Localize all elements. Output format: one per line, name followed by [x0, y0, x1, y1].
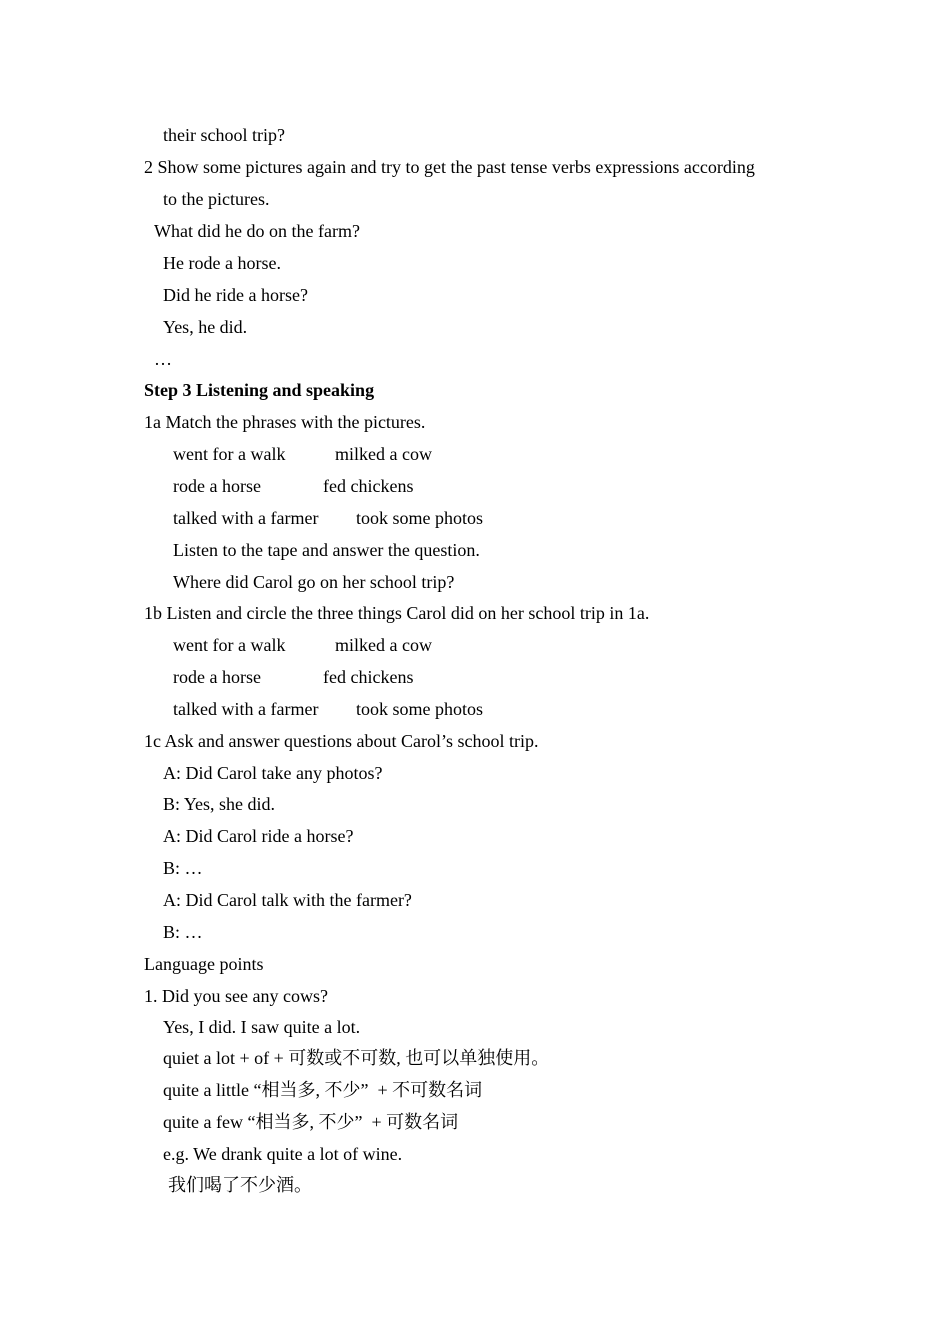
- text-line: 1c Ask and answer questions about Carol’s school trip.: [144, 731, 539, 751]
- text-line: What did he do on the farm?: [154, 221, 360, 241]
- phrase-item: talked with a farmer: [173, 699, 319, 719]
- text-line: He rode a horse.: [163, 253, 281, 273]
- text-line: quiet a lot + of + 可数或不可数, 也可以单独使用。: [163, 1048, 550, 1068]
- phrase-item: fed chickens: [323, 476, 414, 496]
- text-line: quite a little “相当多, 不少” + 不可数名词: [163, 1080, 483, 1100]
- text-line: e.g. We drank quite a lot of wine.: [163, 1144, 403, 1164]
- text-line: Listen to the tape and answer the question.: [173, 540, 480, 560]
- dialogue-line: A: Did Carol ride a horse?: [163, 826, 354, 846]
- phrase-item: fed chickens: [323, 667, 414, 687]
- text-line: 1a Match the phrases with the pictures.: [144, 412, 426, 432]
- phrase-item: milked a cow: [335, 444, 432, 464]
- phrase-item: talked with a farmer: [173, 508, 319, 528]
- dialogue-line: B: …: [163, 858, 203, 878]
- dialogue-line: B: Yes, she did.: [163, 794, 276, 814]
- text-line: Where did Carol go on her school trip?: [173, 572, 455, 592]
- text-line: 1b Listen and circle the three things Carol did on her school trip in 1a.: [144, 603, 650, 623]
- text-line: Did he ride a horse?: [163, 285, 308, 305]
- text-line: …: [154, 349, 172, 369]
- dialogue-line: A: Did Carol talk with the farmer?: [163, 890, 412, 910]
- section-heading: Step 3 Listening and speaking: [144, 380, 375, 400]
- text-line: quite a few “相当多, 不少” + 可数名词: [163, 1112, 459, 1132]
- phrase-item: took some photos: [356, 508, 484, 528]
- phrase-item: rode a horse: [173, 667, 261, 687]
- text-line: Yes, he did.: [163, 317, 248, 337]
- text-line: Yes, I did. I saw quite a lot.: [163, 1017, 361, 1037]
- phrase-item: rode a horse: [173, 476, 261, 496]
- text-line: to the pictures.: [163, 189, 270, 209]
- text-line: Language points: [144, 954, 264, 974]
- phrase-item: took some photos: [356, 699, 484, 719]
- phrase-item: went for a walk: [173, 444, 286, 464]
- text-line: 1. Did you see any cows?: [144, 986, 328, 1006]
- text-line: 2 Show some pictures again and try to get the past tense verbs expressions according: [144, 157, 755, 177]
- text-line: their school trip?: [163, 125, 285, 145]
- dialogue-line: B: …: [163, 922, 203, 942]
- phrase-item: milked a cow: [335, 635, 432, 655]
- dialogue-line: A: Did Carol take any photos?: [163, 763, 383, 783]
- phrase-item: went for a walk: [173, 635, 286, 655]
- text-line: 我们喝了不少酒。: [168, 1175, 312, 1195]
